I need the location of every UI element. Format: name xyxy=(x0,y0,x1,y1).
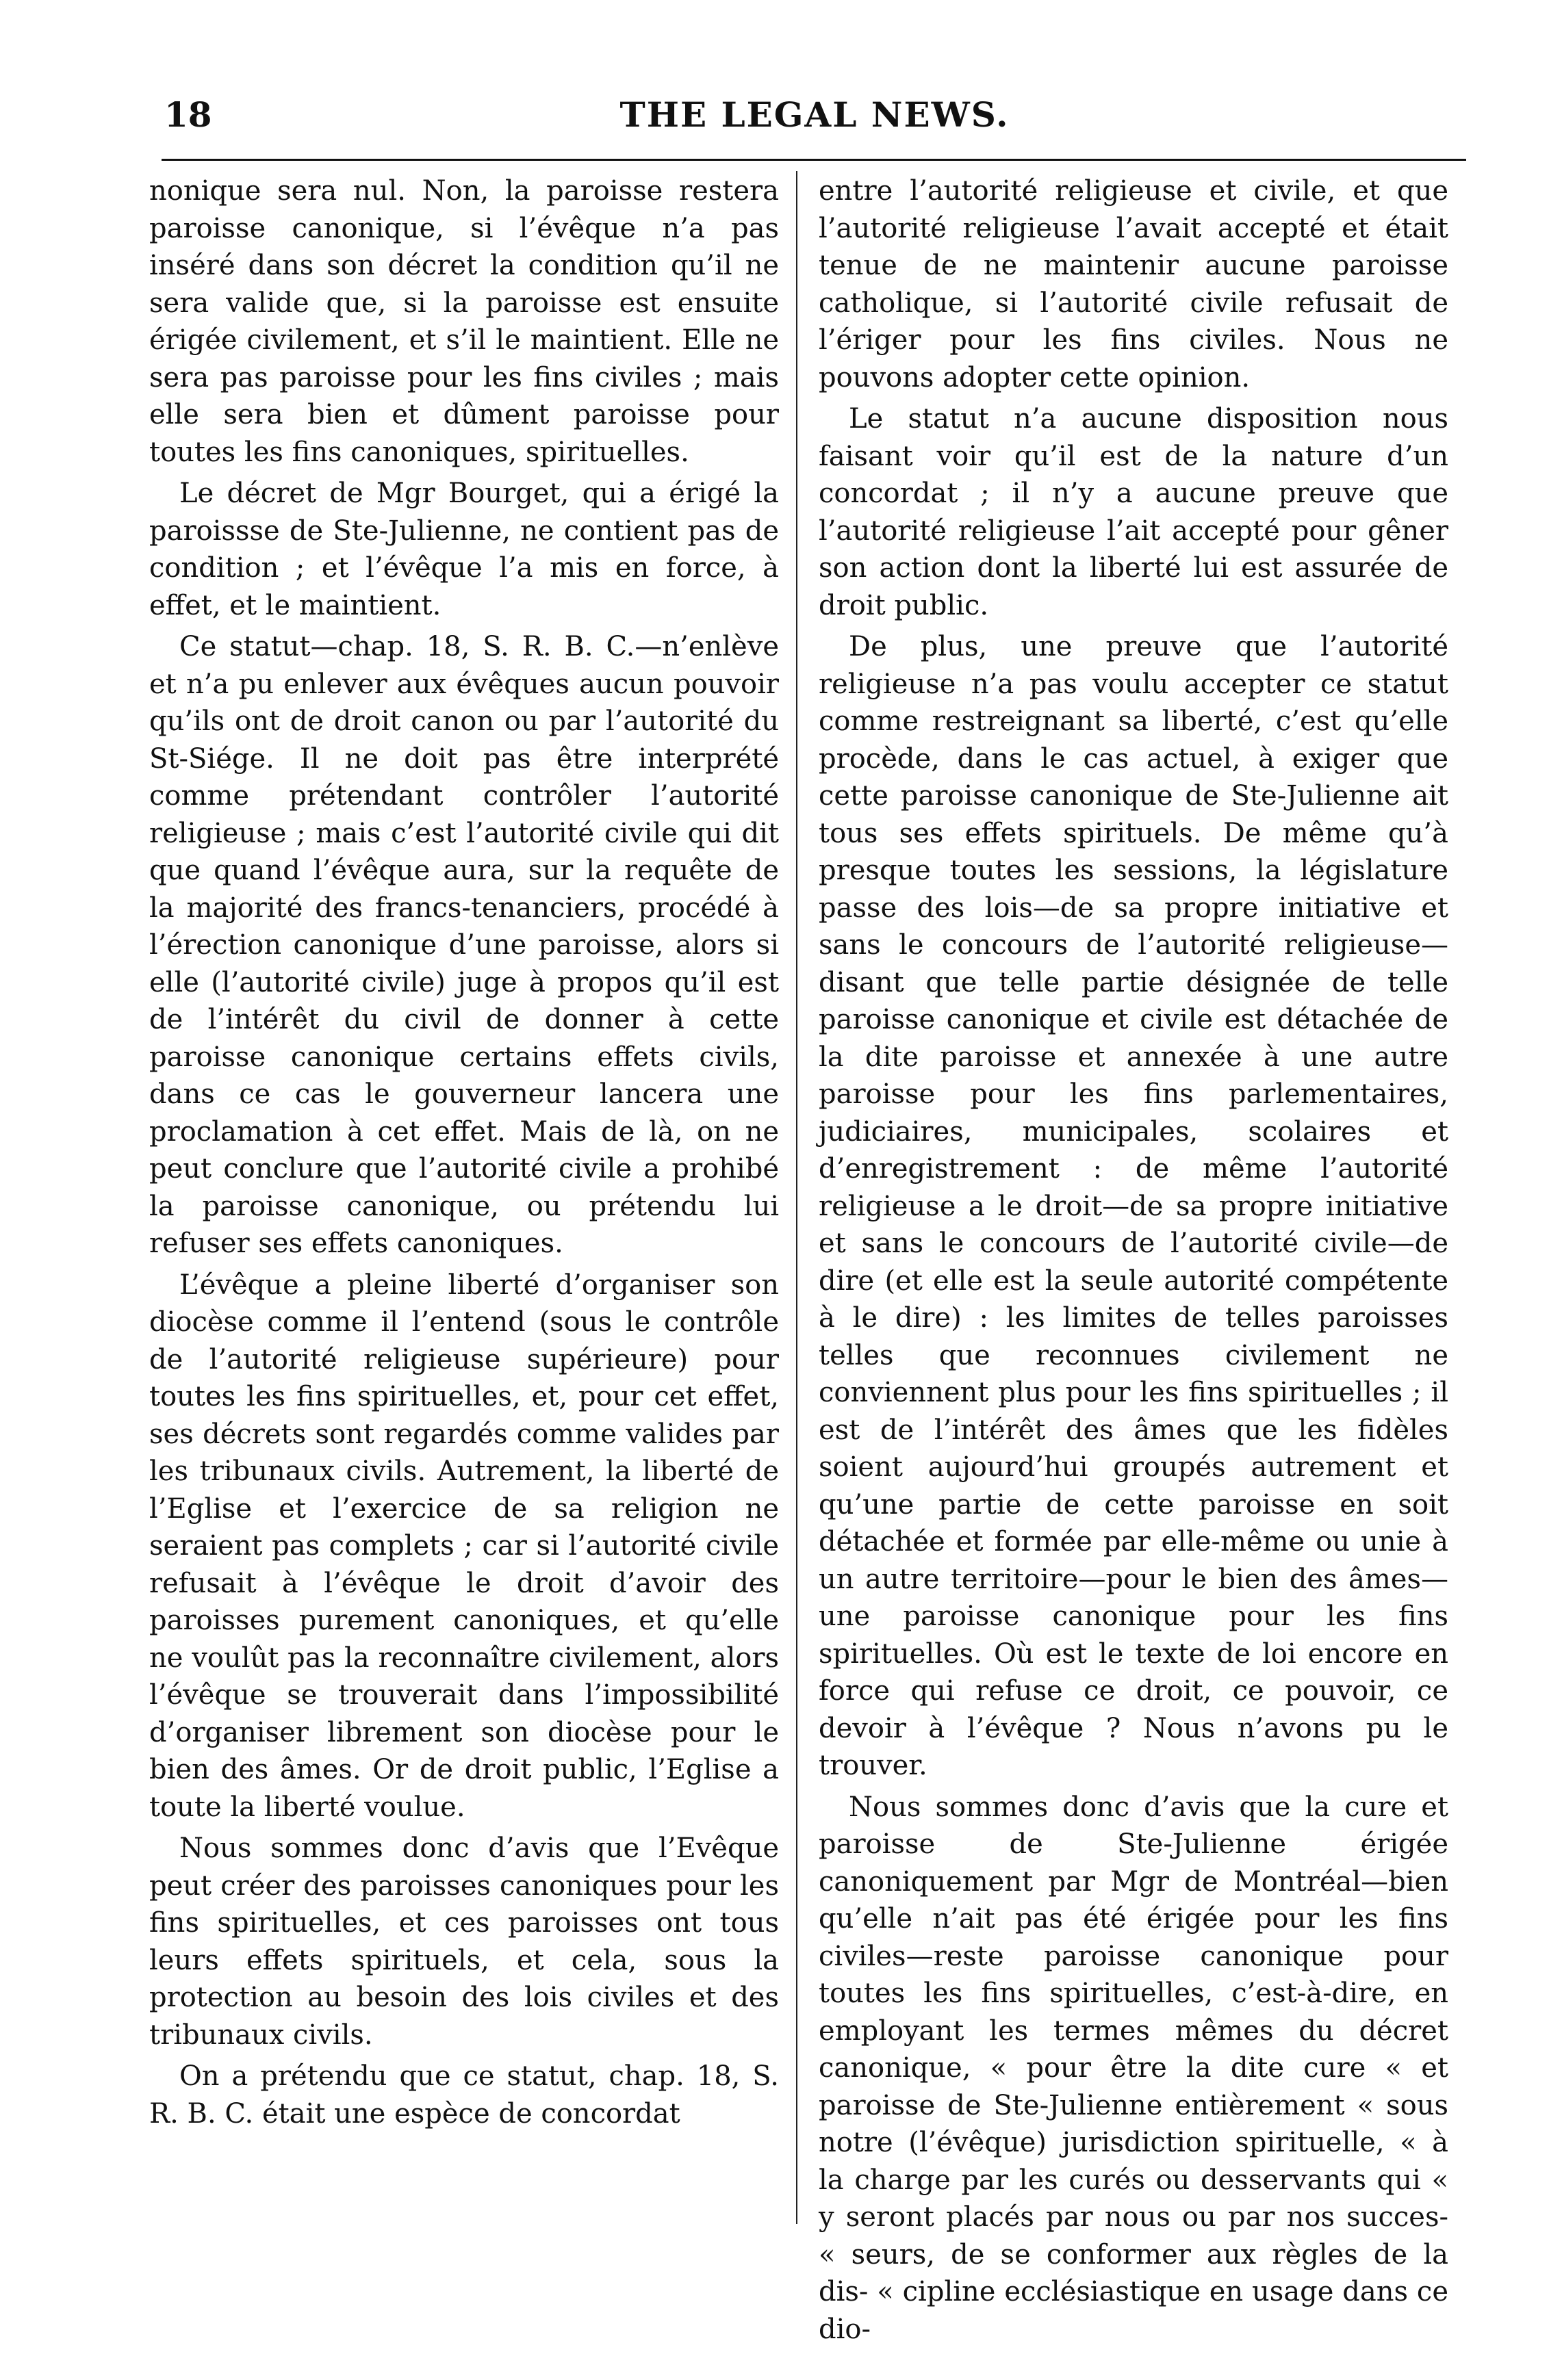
page-number: 18 xyxy=(164,94,212,135)
left-column xyxy=(149,172,779,2136)
paragraph: Ce statut—chap. 18, S. R. B. C.—n’enlève et n’a pu enlever aux évêques aucun pouvoir qu’ils ont de droit canon ou par l’autorité du St-Siége. Il ne doit pas être interprété comme prétendant contrôler l’autorité religieuse ; mais c’est l’autorité civile qui dit que quand l’évêque aura, sur la requête de la majorité des francs-tenanciers, procédé à l’érection canonique d’une paroisse, alors si elle (l’autorité civile) juge à propos qu’il est de l’intérêt du civil de donner à cette paroisse canonique certains effets civils, dans ce cas le gouverneur lancera une proclamation à cet effet. Mais de là, on ne peut conclure que l’autorité civile a prohibé la paroisse canonique, ou prétendu lui refuser ses effets canoniques. xyxy=(149,631,779,1259)
paragraph: De plus, une preuve que l’autorité religieuse n’a pas voulu accepter ce statut comme restreignant sa liberté, c’est qu’elle procède, dans le cas actuel, à exiger que cette paroisse canonique de Ste-Julienne ait tous ses effets spirituels. De même qu’à presque toutes les sessions, la législature passe des lois—de sa propre initiative et sans le concours de l’autorité religieuse—disant que telle partie désignée de telle paroisse canonique et civile est détachée de la dite paroisse et annexée à une autre paroisse pour les fins parlementaires, judiciaires, municipales, scolaires et d’enregistrement : de même l’autorité religieuse a le droit—de sa propre initiative et sans le concours de l’autorité civile—de dire (et elle est la seule autorité compétente à le dire) : les limites de telles paroisses telles que reconnues civilement ne conviennent plus pour les fins spirituelles ; il est de l’intérêt des âmes que les fidèles soient aujourd’hui groupés autrement et qu’une partie de cette paroisse en soit détachée et formée par elle-même ou unie à un autre territoire—pour le bien des âmes—une paroisse canonique pour les fins spirituelles. Où est le texte de loi encore en force qui refuse ce droit, ce pouvoir, ce devoir à l’évêque ? Nous n’avons pu le trouver. xyxy=(819,631,1448,1781)
page-header xyxy=(164,88,1465,142)
running-title: THE LEGAL NEWS. xyxy=(619,94,1010,135)
column-divider xyxy=(796,171,797,2224)
paragraph: Le statut n’a aucune disposition nous faisant voir qu’il est de la nature d’un concordat ; il n’y a aucune preuve que l’autorité religieuse l’ait accepté pour gêner son action dont la liberté lui est assurée de droit public. xyxy=(819,403,1448,621)
paragraph: L’évêque a pleine liberté d’organiser son diocèse comme il l’entend (sous le contrôle de l’autorité religieuse supérieure) pour toutes les fins spirituelles, et, pour cet effet, ses décrets sont regardés comme valides par les tribunaux civils. Autrement, la liberté de l’Eglise et l’exercice de sa religion ne seraient pas complets ; car si l’autorité civile refusait à l’évêque le droit d’avoir des paroisses purement canoniques, et qu’elle ne voulût pas la reconnaître civilement, alors l’évêque se trouverait dans l’impossibilité d’organiser librement son diocèse pour le bien des âmes. Or de droit public, l’Eglise a toute la liberté voulue. xyxy=(149,1269,779,1823)
paragraph: nonique sera nul. Non, la paroisse restera paroisse canonique, si l’évêque n’a pas inséré dans son décret la condition qu’il ne sera valide que, si la paroisse est ensuite érigée civilement, et s’il le maintient. Elle ne sera pas paroisse pour les fins civiles ; mais elle sera bien et dûment paroisse pour toutes les fins canoniques, spirituelles. xyxy=(149,175,779,468)
paragraph: entre l’autorité religieuse et civile, et que l’autorité religieuse l’avait accepté et était tenue de ne maintenir aucune paroisse catholique, si l’autorité civile refusait de l’ériger pour les fins civiles. Nous ne pouvons adopter cette opinion. xyxy=(819,175,1448,393)
header-rule xyxy=(162,159,1466,161)
paragraph: Le décret de Mgr Bourget, qui a érigé la paroissse de Ste-Julienne, ne contient pas de condition ; et l’évêque l’a mis en force, à effet, et le maintient. xyxy=(149,478,779,621)
paragraph: Nous sommes donc d’avis que la cure et paroisse de Ste-Julienne érigée canoniquement par Mgr de Montréal—bien qu’elle n’ait pas été érigée pour les fins civiles—reste paroisse canonique pour toutes les fins spirituelles, c’est-à-dire, en employant les termes mêmes du décret canonique, « pour être la dite cure « et paroisse de Ste-Julienne entièrement « sous notre (l’évêque) jurisdiction spirituelle, « à la charge par les curés ou desservants qui « y seront placés par nous ou par nos succes- « seurs, de se conformer aux règles de la dis- « cipline ecclésiastique en usage dans ce dio- xyxy=(819,1791,1448,2345)
right-column xyxy=(819,172,1448,2352)
paragraph: On a prétendu que ce statut, chap. 18, S. R. B. C. était une espèce de concordat xyxy=(149,2060,779,2130)
paragraph: Nous sommes donc d’avis que l’Evêque peut créer des paroisses canoniques pour les fins spirituelles, et ces paroisses ont tous leurs effets spirituels, et cela, sous la protection au besoin des lois civiles et des tribunaux civils. xyxy=(149,1833,779,2051)
